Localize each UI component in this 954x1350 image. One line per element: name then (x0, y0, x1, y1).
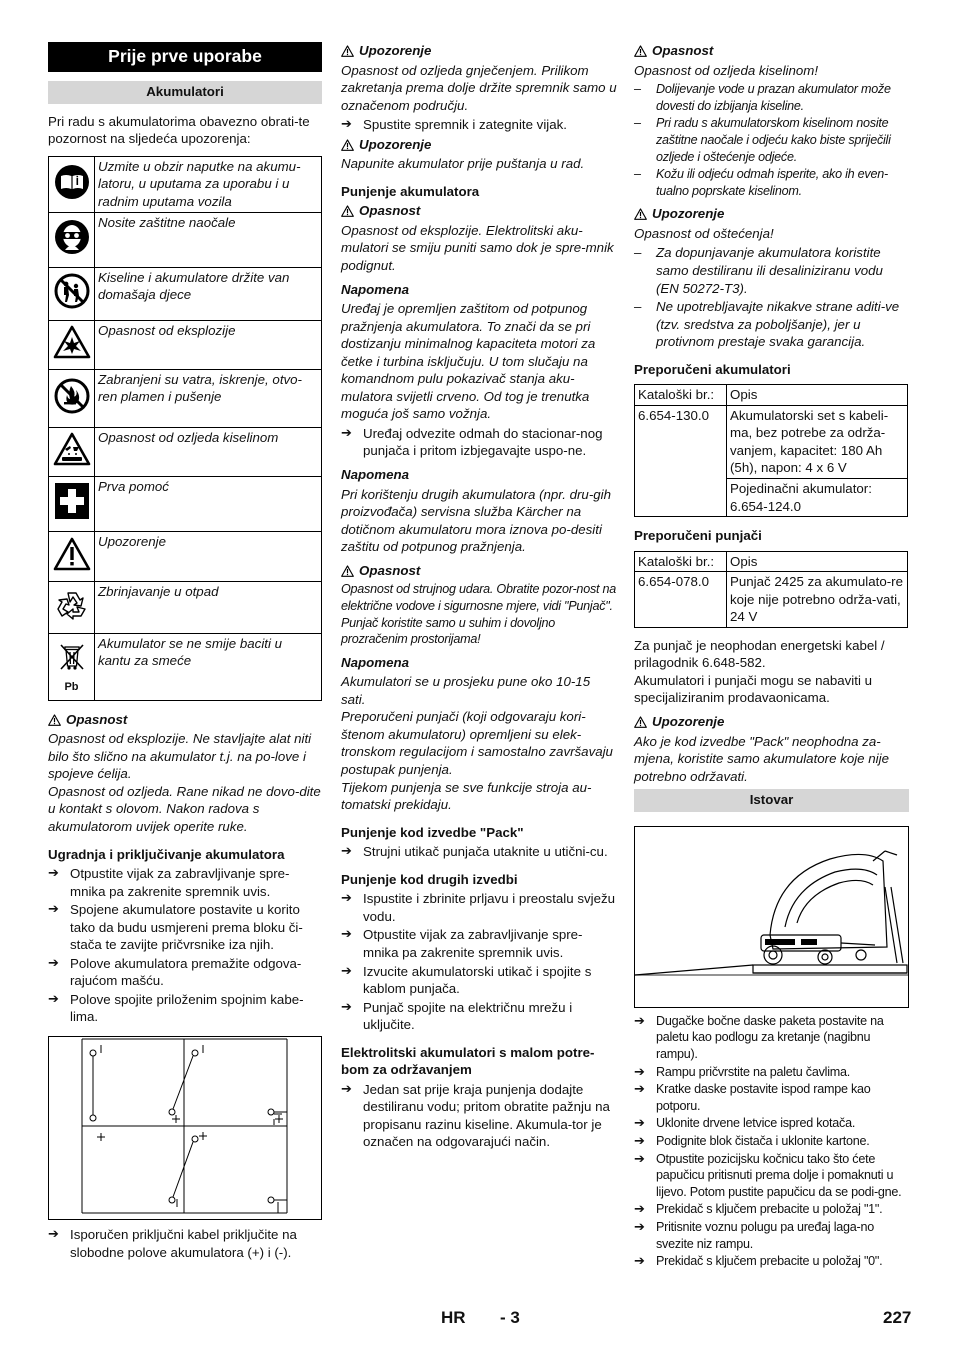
pack-charging-heading: Punjenje kod izvedbe "Pack" (341, 824, 524, 840)
note-text: Pri korištenju drugih akumulatora (npr. dru-gih proizvođača) servisna služba Kärcher na dotičnom akumulatoru mora iznova po-desiti zaštitu od potpunog pražnjenja. (341, 486, 612, 555)
footer-section: - 3 (500, 1308, 520, 1327)
list-item: ➔ Izvucite akumulatorski utikač i spojite s kablom punjača. (341, 963, 617, 998)
goggles-icon (49, 212, 95, 267)
explosion-icon (49, 320, 95, 369)
danger-heading: Opasnost (341, 562, 617, 580)
footer-page-number: 227 (883, 1308, 912, 1327)
warning-heading: Upozorenje (634, 713, 909, 731)
other-charging-heading: Punjenje kod drugih izvedbi (341, 871, 518, 887)
warning-list (634, 244, 909, 350)
acid-icon (49, 427, 95, 476)
list-item: – Dolijevanje vode u prazan akumulator može dovesti do izbijanja kiseline. (634, 81, 909, 114)
list-item: ➔ Spustite spremnik i zategnite vijak. (341, 116, 617, 134)
list-item: ➔ Rampu pričvrstite na paletu čavlima. (634, 1064, 909, 1081)
lead-label: Pb (64, 680, 79, 693)
crossed-bin-icon (49, 633, 95, 700)
list-item: – Ne upotrebljavajte nikakve strane aditi-ve (tzv. sredstva za poboljšanje), jer u protivnom prestaje svaka garancija. (634, 298, 909, 351)
steps (341, 116, 617, 134)
batteries-intro: Pri radu s akumulatorima obavezno obrati-te pozornost na sljedeća upozorenja: (48, 113, 310, 147)
warning-text: Napunite akumulator prije puštanja u rad. (341, 156, 585, 172)
danger-list (634, 81, 909, 199)
list-item: ➔ Kratke daske postavite ispod rampe kao potporu. (634, 1081, 909, 1114)
danger-text: Opasnost od ozljeda. Rane nikad ne dovo-dite u kontakt s olovom. Nakon radova s akumulatorom uvijek operite ruke. (48, 783, 321, 835)
safety-symbols-table (48, 156, 322, 701)
list-item: – Pri radu s akumulatorskom kiselinom nosite zaštitne naočale i odjeću kako biste spriječili ozljede i oštećenje odjeće. (634, 115, 909, 165)
danger-heading: Opasnost (634, 42, 909, 60)
table-header: Kataloški br.: (635, 551, 727, 572)
table-cell: Pojedinačni akumulator: 6.654-124.0 (727, 479, 908, 517)
list-item: ➔ Pritisnite voznu polugu pa uređaj laga-no svezite niz rampu. (634, 1219, 909, 1252)
table-header: Kataloški br.: (635, 385, 727, 406)
keep-children-away-icon (49, 267, 95, 320)
list-item: ➔ Prekidač s ključem prebacite u položaj "0". (634, 1253, 909, 1270)
danger-text: Opasnost od strujnog udara. Obratite pozor-nost na električne vodove i sigurnosne mjere, vidi "Punjač". Punjač koristite samo u suhim i dovoljno prozračenim prostorijama! (341, 582, 616, 647)
list-item: ➔ Dugačke bočne daske paketa postavite na paletu kao podlogu za kretanje (nagibnu rampu). (634, 1013, 909, 1063)
symbol-text: Upozorenje (95, 531, 322, 581)
list-item: ➔ Spojene akumulatore postavite u korito tako da budu usmjereni prema bloku či-stača te zavijte pričvrsnike iza njih. (48, 901, 322, 954)
symbol-text: Nosite zaštitne naočale (95, 212, 322, 267)
unloading-illustration (634, 826, 909, 1008)
list-item: ➔ Uređaj odvezite odmah do stacionar-nog punjača i pritom izbjegavajte uspo-ne. (341, 425, 617, 460)
list-item: ➔ Polove spojite priloženim spojnim kabe-lima. (48, 991, 322, 1026)
section-title: Prije prve uporabe (48, 42, 322, 72)
warning-text: Opasnost od oštećenja! (634, 225, 774, 241)
list-item: ➔ Uklonite drvene letvice ispred kotača. (634, 1115, 909, 1132)
batteries-table (634, 384, 908, 517)
symbol-text: Zbrinjavanje u otpad (95, 581, 322, 633)
list-item: ➔ Podignite blok čistača i uklonite kartone. (634, 1133, 909, 1150)
connect-cable-step (48, 1226, 322, 1261)
note-heading: Napomena (341, 281, 409, 297)
warning-heading: Upozorenje (341, 42, 617, 60)
table-cell: Akumulatorski set s kabeli-ma, bez potrebe za održa-vanjem, kapacitet: 180 Ah (5h), napon: 4 x 6 V (727, 405, 908, 478)
note-text: Tijekom punjenja se sve funkcije stroja au-tomatski prekidaju. (341, 779, 592, 813)
warning-heading: Upozorenje (341, 136, 617, 154)
charger-note: Za punjač je neophodan energetski kabel / prilagodnik 6.648-582. (634, 637, 885, 671)
note-heading: Napomena (341, 654, 409, 670)
chargers-table (634, 551, 908, 628)
symbol-text: Opasnost od eksplozije (95, 320, 322, 369)
symbol-text: Opasnost od ozljeda kiselinom (95, 427, 322, 476)
danger-text: Opasnost od eksplozije. Elektrolitski aku-mulatori se smiju puniti samo dok je spre-mnik podignut. (341, 222, 614, 274)
battery-wiring-diagram (48, 1036, 322, 1220)
list-item: ➔ Isporučen priključni kabel priključite na slobodne polove akumulatora (+) i (-). (48, 1226, 322, 1261)
list-item: ➔ Otpustite vijak za zabravljivanje spre-mnika pa zakrenite spremnik uvis. (341, 926, 617, 961)
list-item: ➔ Otpustite pozicijsku kočnicu tako što ćete papučicu pritisnuti prema dolje i pomaknuti u lijevo. Potom pustite papučicu da se podi-gne. (634, 1151, 909, 1201)
list-item: – Kožu ili odjeću odmah isperite, ako ih even-tualno poprskate kiselinom. (634, 166, 909, 199)
note-text: Uređaj je opremljen zaštitom od potpunog pražnjenja akumulatora. To znači da se pri dostizanju minimalnog kapaciteta motori za četke i turbina isključuju. U tom slučaju na komandnom pulu pokazivač stanja aku-mulatora svijetli crveno. Od tog je trenutka moguća još samo vožnja. (341, 301, 596, 422)
low-maintenance-heading: Elektrolitski akumulatori s malom potre-bom za održavanjem (341, 1044, 595, 1078)
table-cell: 6.654-078.0 (635, 572, 727, 628)
first-aid-icon (49, 476, 95, 531)
note-heading: Napomena (341, 467, 409, 483)
warning-text: Opasnost od ozljeda gnječenjem. Prilikom zakretanja prema dolje držite spremnik samo u označenom području. (341, 62, 617, 113)
steps (341, 843, 617, 861)
danger-heading: Opasnost (341, 202, 617, 220)
install-heading: Ugradnja i priključivanje akumulatora (48, 846, 285, 862)
charging-heading: Punjenje akumulatora (341, 183, 480, 199)
subsection-title-batteries: Akumulatori (48, 81, 322, 104)
recycle-icon (49, 581, 95, 633)
list-item: ➔ Prekidač s ključem prebacite u položaj "1". (634, 1201, 909, 1218)
table-cell: Punjač 2425 za akumulato-re koje nije potrebno održa-vati, 24 V (727, 572, 908, 628)
charger-note: Akumulatori i punjači mogu se nabaviti u specijaliziranim prodavaonicama. (634, 672, 872, 706)
steps (341, 1081, 617, 1151)
warning-heading: Upozorenje (634, 205, 909, 223)
no-fire-icon (49, 369, 95, 427)
symbol-text: Zabranjeni su vatra, iskrenje, otvo-ren plamen i pušenje (95, 369, 322, 427)
table-header: Opis (727, 385, 908, 406)
table-cell: 6.654-130.0 (635, 405, 727, 516)
list-item: ➔ Jedan sat prije kraja punjenja dodajte destiliranu vodu; pritom obratite pažnju na propisanu razinu kiseline. Akumula-tor je označen na odgovarajući način. (341, 1081, 617, 1151)
recommended-chargers-heading: Preporučeni punjači (634, 528, 762, 544)
list-item: ➔ Ispustite i zbrinite prljavu i preostalu svježu vodu. (341, 890, 617, 925)
list-item: – Za dopunjavanje akumulatora koristite samo destiliranu ili desaliniziranu vodu (EN 50272-T3). (634, 244, 909, 297)
manual-icon (49, 156, 95, 212)
symbol-text: Akumulator se ne smije baciti u kantu za smeće (95, 633, 322, 700)
danger-heading: Opasnost (48, 711, 322, 729)
table-header: Opis (727, 551, 908, 572)
note-text: Akumulatori se u prosjeku pune oko 10-15 sati. (341, 674, 591, 707)
steps (341, 425, 617, 460)
list-item: ➔ Otpustite vijak za zabravljivanje spre-mnika pa zakrenite spremnik uvis. (48, 865, 322, 900)
symbol-text: Uzmite u obzir naputke na akumu-latoru, u uputama za uporabu i u radnim uputama vozila (95, 156, 322, 212)
danger-text: Opasnost od eksplozije. Ne stavljajte alat niti bilo što slično na akumulator t.j. na po-love i spojeve ćelija. (48, 731, 312, 782)
unloading-steps (634, 1013, 909, 1270)
column-3 (634, 42, 909, 1270)
footer-language: HR (441, 1308, 466, 1327)
list-item: ➔ Punjač spojite na električnu mrežu i uključite. (341, 999, 617, 1034)
danger-text: Opasnost od ozljeda kiselinom! (634, 62, 819, 78)
install-steps (48, 865, 322, 1026)
subsection-title-unloading: Istovar (634, 789, 909, 812)
list-item: ➔ Strujni utikač punjača utaknite u utični-cu. (341, 843, 617, 861)
list-item: ➔ Polove akumulatora premažite odgova-rajućom mašću. (48, 955, 322, 990)
symbol-text: Kiseline i akumulatore držite van domašaja djece (95, 267, 322, 320)
symbol-text: Prva pomoć (95, 476, 322, 531)
warning-icon (49, 531, 95, 581)
column-2 (341, 42, 617, 1151)
note-text: Preporučeni punjači (koji odgovaraju kori-štenom akumulatoru) opremljeni su elek-tronskom regulacijom i samostalno završavaju postupak punjenja. (341, 709, 613, 778)
warning-text: Ako je kod izvedbe "Pack" neophodna za-mjena, koristite samo akumulatore koje nije potrebno održavati. (634, 733, 889, 784)
recommended-batteries-heading: Preporučeni akumulatori (634, 361, 791, 377)
column-1 (48, 42, 322, 1261)
steps (341, 890, 617, 1033)
